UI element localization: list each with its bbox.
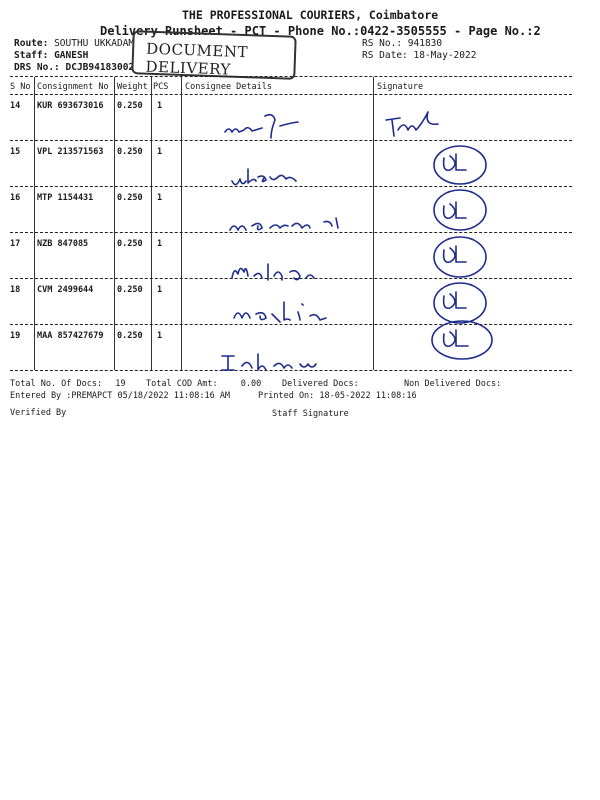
runsheet-title: Delivery Runsheet - PCT - Phone No.:0422-3505555 - Page No.:2 xyxy=(100,24,541,38)
route-value: SOUTHU UKKADAM xyxy=(54,38,135,49)
staff-value: GANESH xyxy=(54,50,89,61)
cod-label: Total COD Amt: xyxy=(146,379,218,389)
handwritten-consignee-name xyxy=(228,165,308,195)
company-name: THE PROFESSIONAL COURIERS, Coimbatore xyxy=(182,8,439,22)
row-pcs: 1 xyxy=(157,101,163,111)
col-divider xyxy=(114,77,115,370)
handwritten-consignee-name xyxy=(230,300,330,332)
row-weight: 0.250 xyxy=(117,285,143,295)
row-weight: 0.250 xyxy=(117,193,143,203)
row-weight: 0.250 xyxy=(117,331,143,341)
route-line xyxy=(14,38,134,49)
handwritten-consignee-name xyxy=(220,110,300,150)
signature-row-15 xyxy=(430,140,490,190)
row-pcs: 1 xyxy=(157,239,163,249)
route-label: Route: xyxy=(14,38,49,49)
rs-no-line xyxy=(362,38,442,49)
row-consignment: MTP 1154431 xyxy=(37,193,94,203)
col-header-signature: Signature xyxy=(377,82,424,92)
row-weight: 0.250 xyxy=(117,239,143,249)
rs-date-label: RS Date: xyxy=(362,50,408,61)
col-header-sno: S No xyxy=(10,82,31,92)
row-consignment: CVM 2499644 xyxy=(37,285,94,295)
col-divider xyxy=(151,77,152,370)
row-consignment: KUR 693673016 xyxy=(37,101,104,111)
row-sno: 18 xyxy=(10,285,21,295)
entered-by: Entered By :PREMAPCT 05/18/2022 11:08:16 AM xyxy=(10,391,231,401)
printed-on: Printed On: 18-05-2022 11:08:16 xyxy=(258,391,417,401)
row-consignment: NZB 847085 xyxy=(37,239,89,249)
row-consignment: MAA 857427679 xyxy=(37,331,104,341)
handwritten-consignee-name xyxy=(226,210,356,242)
rs-no-value: 941830 xyxy=(407,38,443,49)
drs-line xyxy=(14,62,134,73)
row-pcs: 1 xyxy=(157,285,163,295)
row-pcs: 1 xyxy=(157,193,163,203)
drs-value: DCJB94183002 xyxy=(65,62,135,73)
drs-label: DRS No.: xyxy=(14,62,60,73)
row-sno: 16 xyxy=(10,193,21,203)
signature-row-17 xyxy=(430,232,490,282)
col-header-pcs: PCS xyxy=(153,82,169,92)
signature-row-19 xyxy=(428,318,498,363)
rs-no-label: RS No.: xyxy=(362,38,403,49)
row-sno: 19 xyxy=(10,331,21,341)
col-divider xyxy=(373,77,374,370)
handwritten-consignee-name xyxy=(228,258,318,290)
delivered-docs-label: Delivered Docs: xyxy=(282,379,359,389)
verified-by: Verified By xyxy=(10,408,67,418)
staff-line xyxy=(14,50,88,61)
document-delivery-stamp xyxy=(131,30,296,80)
row-sno: 15 xyxy=(10,147,21,157)
row-sno: 17 xyxy=(10,239,21,249)
cod-value: 0.00 xyxy=(240,379,262,389)
total-docs-value: 19 xyxy=(115,379,126,389)
total-docs-label: Total No. Of Docs: xyxy=(10,379,103,389)
handwritten-consignee-name xyxy=(218,350,338,378)
table-top-rule xyxy=(10,76,572,77)
total-docs xyxy=(10,379,126,389)
row-pcs: 1 xyxy=(157,331,163,341)
col-header-weight: Weight xyxy=(117,82,148,92)
row-weight: 0.250 xyxy=(117,147,143,157)
header-bottom-rule xyxy=(10,94,572,95)
row-pcs: 1 xyxy=(157,147,163,157)
staff-label: Staff: xyxy=(14,50,49,61)
rs-date-value: 18-May-2022 xyxy=(413,50,477,61)
col-header-consignment: Consignment No xyxy=(37,82,109,92)
stamp-text: DOCUMENT DELIVERY xyxy=(145,39,249,79)
rs-date-line xyxy=(362,50,476,61)
col-divider xyxy=(34,77,35,370)
signature-row-16 xyxy=(430,186,490,236)
row-consignment: VPL 213571563 xyxy=(37,147,104,157)
row-sno: 14 xyxy=(10,101,21,111)
non-delivered-docs-label: Non Delivered Docs: xyxy=(404,379,502,389)
col-divider xyxy=(181,77,182,370)
row-weight: 0.250 xyxy=(117,101,143,111)
col-header-consignee: Consignee Details xyxy=(185,82,272,92)
staff-signature-label: Staff Signature xyxy=(272,409,349,419)
total-cod xyxy=(146,379,261,389)
